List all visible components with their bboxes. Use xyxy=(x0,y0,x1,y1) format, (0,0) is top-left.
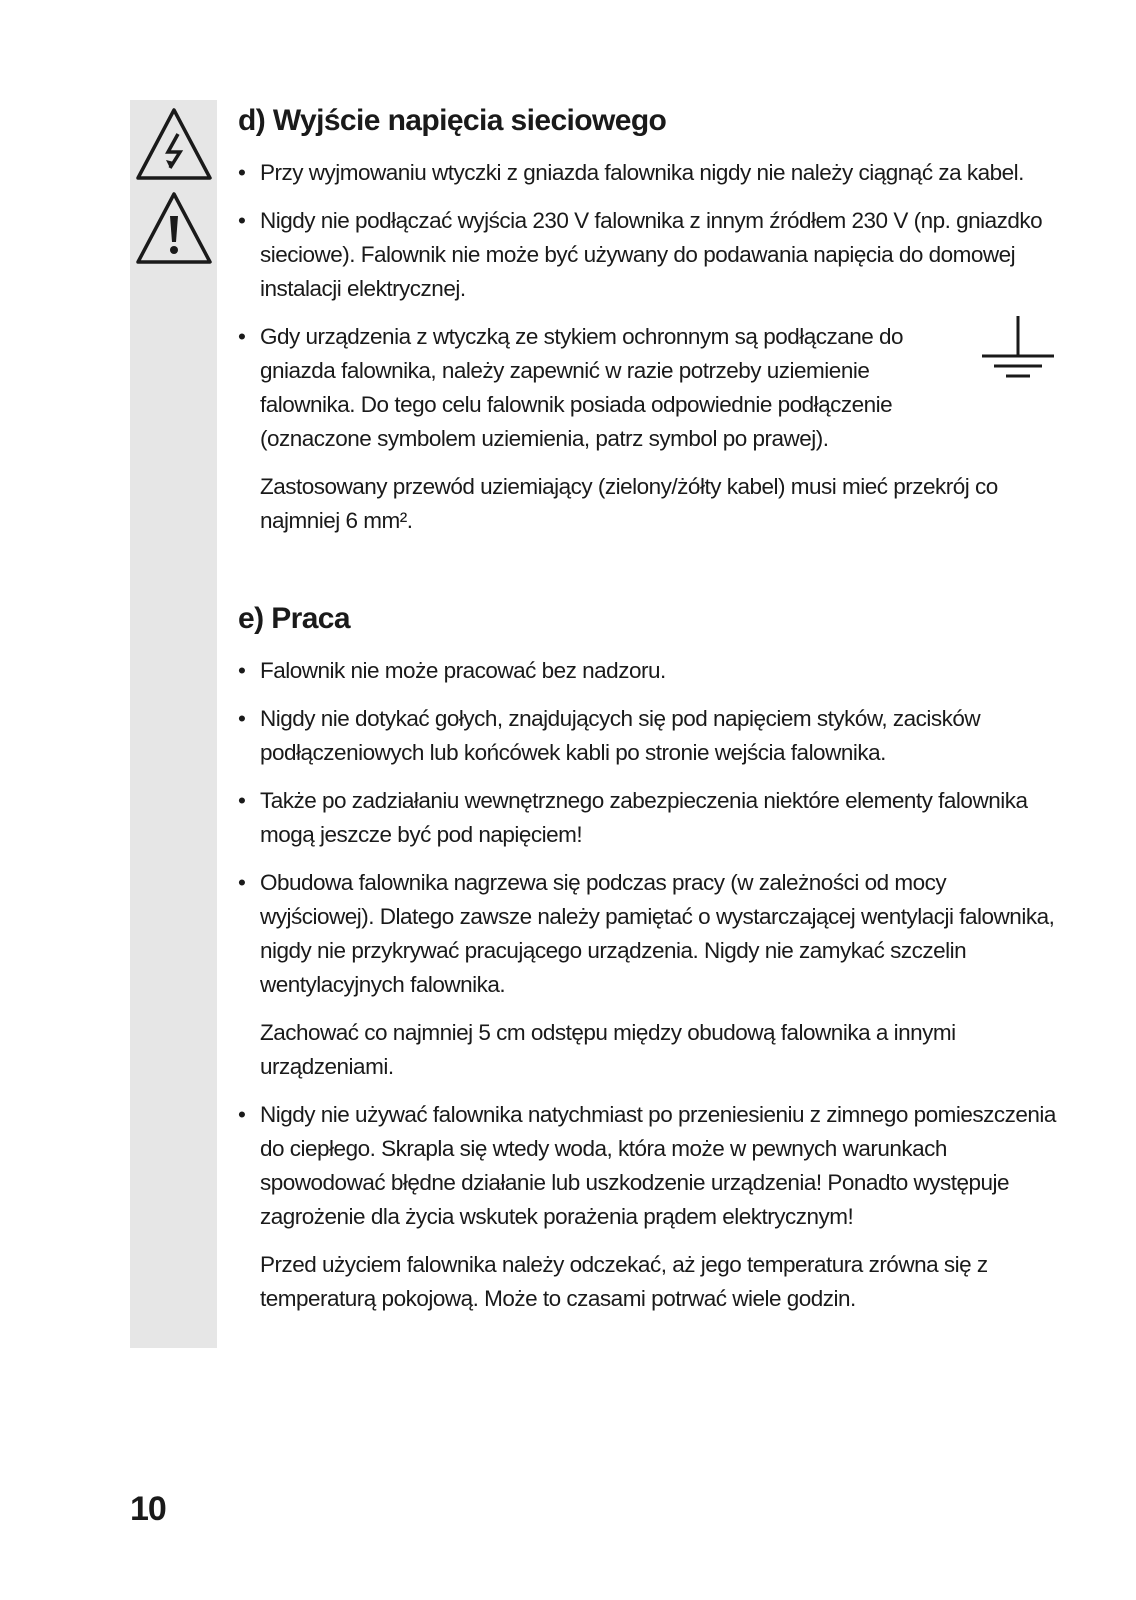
bullet: • xyxy=(238,706,246,731)
list-item xyxy=(238,654,1058,688)
exclamation-warning-icon xyxy=(134,190,214,266)
main-content xyxy=(238,100,1058,1330)
bullet: • xyxy=(238,870,246,895)
note-paragraph: Przed użyciem falownika należy odczekać, aż jego temperatura zrówna się z temperaturą pokojową. Może to czasami potrwać wiele godzin. xyxy=(260,1252,988,1311)
high-voltage-warning-icon xyxy=(134,106,214,182)
list-item-text: Nigdy nie podłączać wyjścia 230 V falownika z innym źródłem 230 V (np. gniazdko sieciowe). Falownik nie może być używany do podawania napięcia do domowej instalacji elektrycznej. xyxy=(260,208,1043,301)
list-item xyxy=(238,1098,1058,1234)
list-item-text: Nigdy nie używać falownika natychmiast po przeniesieniu z zimnego pomieszczenia do ciepłego. Skrapla się wtedy woda, która może w pewnych warunkach spowodować błędne działanie lub uszkodzenie urządzenia! Ponadto występuje zagrożenie dla życia wskutek porażenia prądem elektrycznym! xyxy=(260,1102,1056,1229)
bullet: • xyxy=(238,658,246,683)
list-item-text: Przy wyjmowaniu wtyczki z gniazda falownika nigdy nie należy ciągnąć za kabel. xyxy=(260,160,1024,185)
list-item-text: Nigdy nie dotykać gołych, znajdujących się pod napięciem styków, zacisków podłączeniowych lub końcówek kabli po stronie wejścia falownika. xyxy=(260,706,981,765)
section-d-heading: d) Wyjście napięcia sieciowego xyxy=(238,104,667,137)
list-item-text: Obudowa falownika nagrzewa się podczas pracy (w zależności od mocy wyjściowej). Dlatego zawsze należy pamiętać o wystarczającej wentylacji falownika, nigdy nie przykrywać pracującego urządzenia. Nigdy nie zamykać szczelin wentylacyjnych falownika. xyxy=(260,870,1055,997)
bullet: • xyxy=(238,788,246,813)
section-e-heading: e) Praca xyxy=(238,602,350,635)
bullet: • xyxy=(238,208,246,233)
list-item xyxy=(238,866,1058,1002)
note-paragraph: Zachować co najmniej 5 cm odstępu między obudową falownika a innymi urządzeniami. xyxy=(260,1020,956,1079)
ground-symbol-icon xyxy=(978,312,1058,384)
bullet: • xyxy=(238,1102,246,1127)
bullet: • xyxy=(238,324,246,349)
page-number: 10 xyxy=(130,1490,166,1528)
warning-sidebar xyxy=(130,100,217,1348)
list-item-text: Także po zadziałaniu wewnętrznego zabezpieczenia niektóre elementy falownika mogą jeszcze być pod napięciem! xyxy=(260,788,1028,847)
bullet: • xyxy=(238,160,246,185)
list-item xyxy=(238,156,1058,190)
list-item xyxy=(238,784,1058,852)
note-paragraph: Zastosowany przewód uziemiający (zielony/żółty kabel) musi mieć przekrój co najmniej 6 mm². xyxy=(260,474,998,533)
list-item xyxy=(238,320,1058,456)
list-item xyxy=(238,204,1058,306)
list-item-text: Gdy urządzenia z wtyczką ze stykiem ochronnym są podłączane do gniazda falownika, należy zapewnić w razie potrzeby uziemienie falownika. Do tego celu falownik posiada odpowiednie podłączenie (oznaczone symbolem uziemienia, patrz symbol po prawej). xyxy=(260,324,904,451)
list-item xyxy=(238,702,1058,770)
list-item-text: Falownik nie może pracować bez nadzoru. xyxy=(260,658,666,683)
